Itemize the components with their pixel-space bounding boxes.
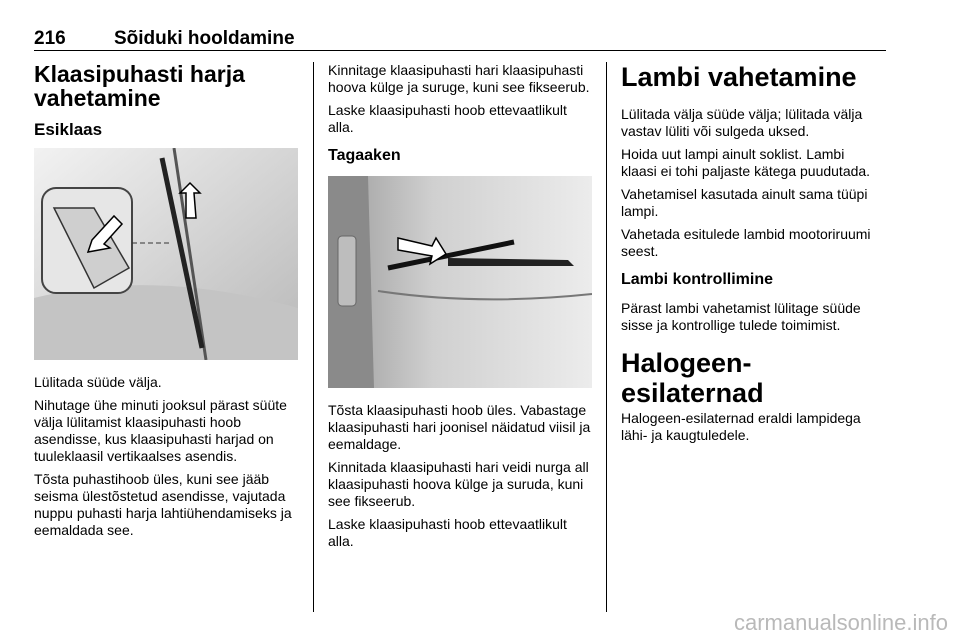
rear-wiper-illustration — [328, 176, 592, 388]
watermark: carmanualsonline.info — [733, 610, 948, 635]
paragraph: Lülitada süüde välja. — [34, 374, 162, 390]
paragraph: Tõsta puhastihoob üles, kuni see jääb seisma ülestõstetud asendisse, vajutada nuppu puhasti harja lahtiühendamiseks ja eemaldada see. — [34, 471, 292, 538]
paragraph: Tõsta klaasipuhasti hoob üles. Vabastage klaasipuhasti hari joonisel näidatud viisil ja eemaldage. — [328, 402, 591, 452]
wiper-blade-heading: Klaasipuhasti harja vahetamine — [34, 61, 245, 111]
column-divider — [606, 62, 607, 612]
page-header — [34, 28, 886, 51]
paragraph: Halogeen-esilaternad eraldi lampidega lähi- ja kaugtuledele. — [621, 410, 861, 443]
paragraph: Vahetamisel kasutada ainult sama tüüpi lampi. — [621, 186, 868, 219]
paragraph: Hoida uut lampi ainult soklist. Lambi klaasi ei tohi paljaste kätega puudutada. — [621, 146, 871, 179]
page-number: 216 — [34, 28, 66, 49]
paragraph: Lülitada välja süüde välja; lülitada välja vastav lüliti või sulgeda uksed. — [621, 106, 863, 139]
paragraph: Laske klaasipuhasti hoob ettevaatlikult alla. — [328, 102, 567, 135]
column-divider — [313, 62, 314, 612]
section-title: Sõiduki hooldamine — [114, 28, 295, 49]
column-middle — [328, 62, 593, 556]
bulb-replacement-heading: Lambi vahetamine — [621, 62, 857, 92]
paragraph: Pärast lambi vahetamist lülitage süüde sisse ja kontrollige tulede toimimist. — [621, 300, 861, 333]
column-right — [621, 62, 883, 450]
halogen-headlights-heading: Halogeen-esilaternad — [621, 348, 764, 408]
paragraph: Kinnitada klaasipuhasti hari veidi nurga all klaasipuhasti hoova külge ja suruda, kuni see fikseerub. — [328, 459, 589, 509]
rear-window-subheading: Tagaaken — [328, 147, 401, 164]
paragraph: Nihutage ühe minuti jooksul pärast süüte välja lülitamist klaasipuhasti hoob asendisse, kus klaasipuhasti harjad on tuuleklaasil vertikaalses asendis. — [34, 397, 287, 464]
bulb-check-subheading: Lambi kontrollimine — [621, 271, 774, 288]
paragraph: Kinnitage klaasipuhasti hari klaasipuhasti hoova külge ja suruge, kuni see fikseerub. — [328, 62, 590, 95]
paragraph: Laske klaasipuhasti hoob ettevaatlikult alla. — [328, 516, 567, 549]
windscreen-wiper-illustration — [34, 148, 298, 360]
paragraph: Vahetada esitulede lambid mootoriruumi seest. — [621, 226, 871, 259]
windscreen-subheading: Esiklaas — [34, 120, 103, 139]
column-left — [34, 62, 302, 545]
